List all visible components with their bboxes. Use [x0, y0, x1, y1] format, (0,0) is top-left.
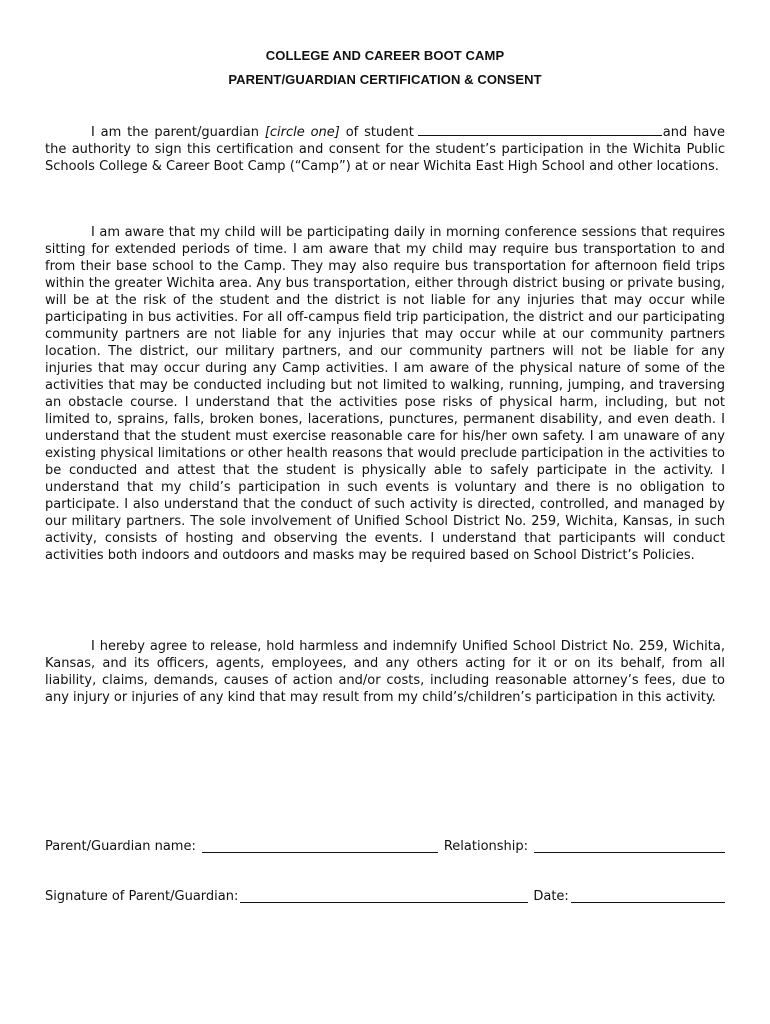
paragraph-risks: I am aware that my child will be participating daily in morning conference sessions that requires sitting for extended periods of time. I am aware that my child may require bus transportation to and from their base school to the Camp. They may also require bus transportation for afternoon field trips within the greater Wichita area. Any bus transportation, either through district busing or private busing, will be at the risk of the student and the district is not liable for any injuries that may occur while participating in bus activities. For all off-campus field trip participation, the district and our participating community partners are not liable for any injuries that may occur while at our community partners location. The district, our military partners, and our community partners will not be liable for any injuries that may occur during any Camp activities. I am aware of the physical nature of some of the activities that may be conducted including but not limited to walking, running, jumping, and traversing an obstacle course. I understand that the activities pose risks of physical harm, including, but not limited to, sprains, falls, broken bones, lacerations, punctures, permanent disability, and even death. I understand that the student must exercise reasonable care for his/her own safety. I am unaware of any existing physical limitations or other health reasons that would preclude participation in the activities to be conducted and attest that the student is physically able to safely participate in the activity. I understand that my child’s participation in such events is voluntary and there is no obligation to participate. I also understand that the conduct of such activity is directed, controlled, and managed by our military partners. The sole involvement of Unified School District No. 259, Wichita, Kansas, in such activity, consists of hosting and observing the events. I understand that participants will conduct activities both indoors and outdoors and masks may be required based on School District’s Policies.: [45, 225, 725, 563]
student-name-blank[interactable]: [418, 122, 662, 136]
document-title: COLLEGE AND CAREER BOOT CAMP: [265, 48, 505, 63]
parent-name-line[interactable]: [202, 839, 438, 853]
date-label: Date:: [533, 889, 569, 904]
signature-label: Signature of Parent/Guardian:: [45, 889, 239, 904]
relationship-line[interactable]: [534, 839, 725, 853]
paragraph-authority-mid: of student: [339, 125, 414, 140]
signature-line[interactable]: [240, 889, 528, 903]
document-subtitle: PARENT/GUARDIAN CERTIFICATION & CONSENT: [228, 72, 542, 87]
paragraph-release: I hereby agree to release, hold harmless and indemnify Unified School District No. 259, Wichita, Kansas, and its officers, agents, employees, and any others acting for it or on its behalf, from all liability, claims, demands, causes of action and/or costs, including reasonable attorney’s fees, due to any injury or injuries of any kind that may result from my child’s/children’s participation in this activity.: [45, 639, 725, 705]
paragraph-authority-rest: and have the authority to sign this certification and consent for the student’s participation in the Wichita Public Schools College & Career Boot Camp (“Camp”) at or near Wichita East High School and other locations.: [45, 125, 725, 174]
circle-one-note: [circle one]: [264, 125, 340, 140]
paragraph-authority-lead: I am the parent/guardian: [91, 125, 265, 140]
date-line[interactable]: [571, 889, 725, 903]
name-relationship-row: [45, 838, 725, 855]
signature-date-row: [45, 888, 725, 905]
paragraph-authority: [45, 122, 725, 175]
parent-name-label: Parent/Guardian name:: [45, 839, 196, 854]
relationship-label: Relationship:: [443, 839, 529, 854]
